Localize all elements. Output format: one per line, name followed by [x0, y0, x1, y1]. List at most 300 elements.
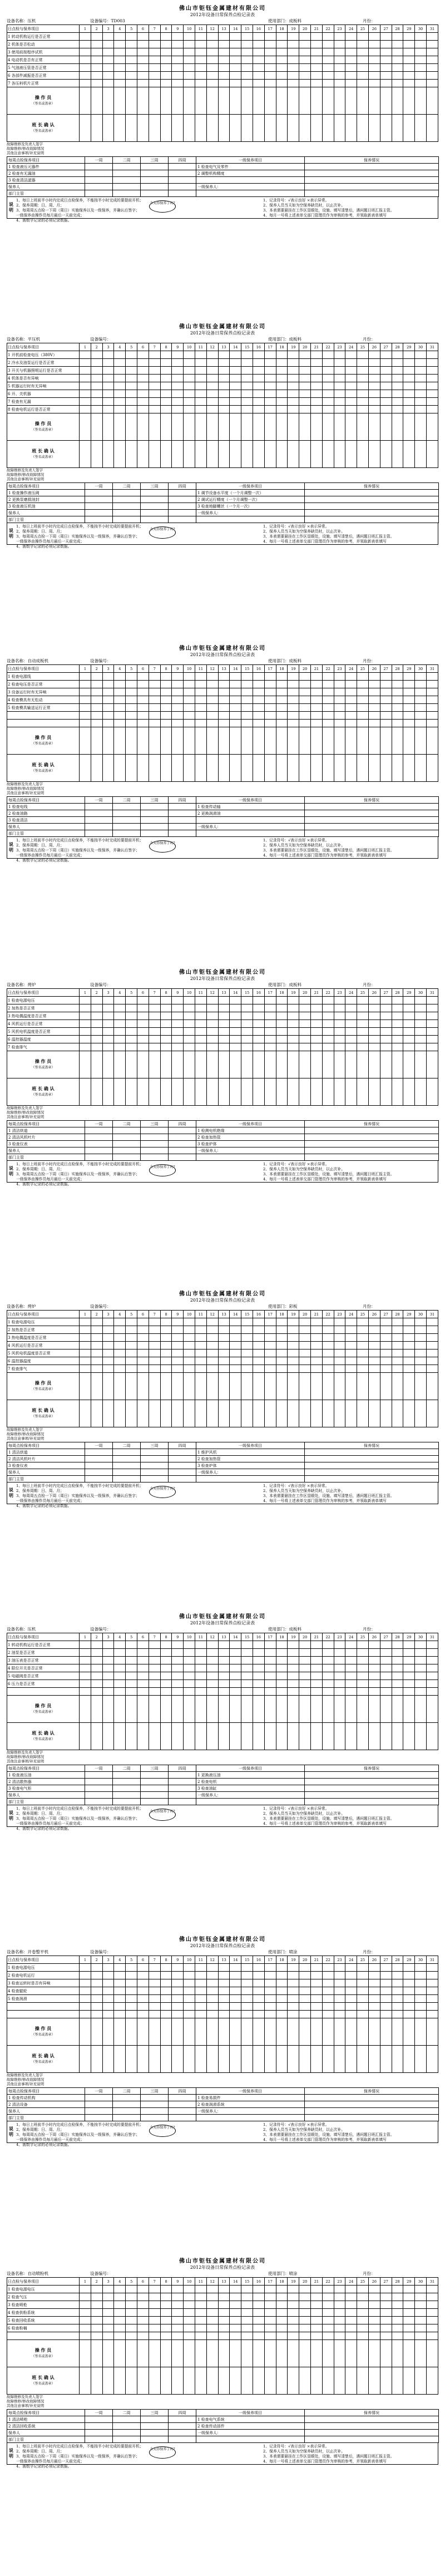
operator-signature-cell[interactable]	[160, 1696, 172, 1723]
weekly-check-cell[interactable]	[169, 2416, 196, 2423]
check-cell[interactable]	[276, 1972, 288, 1979]
leader-signature-cell[interactable]	[80, 2046, 91, 2073]
weekly-check-cell[interactable]	[85, 1462, 113, 1469]
check-cell[interactable]	[160, 997, 172, 1004]
check-cell[interactable]	[345, 997, 357, 1004]
check-cell[interactable]	[426, 2309, 438, 2317]
check-cell[interactable]	[137, 359, 149, 367]
check-cell[interactable]	[288, 2011, 299, 2018]
leader-signature-cell[interactable]	[264, 1400, 276, 1427]
check-cell[interactable]	[126, 48, 137, 56]
check-cell[interactable]	[310, 688, 322, 696]
check-cell[interactable]	[126, 1028, 137, 1036]
check-cell[interactable]	[126, 2011, 137, 2018]
check-cell[interactable]	[264, 1020, 276, 1028]
check-cell[interactable]	[322, 1664, 334, 1672]
leader-signature-cell[interactable]	[184, 2367, 195, 2395]
check-cell[interactable]	[114, 390, 126, 398]
check-cell[interactable]	[137, 1012, 149, 1020]
check-cell[interactable]	[172, 64, 184, 72]
check-cell[interactable]	[357, 1004, 369, 1012]
check-cell[interactable]	[172, 2324, 184, 2332]
check-cell[interactable]	[357, 1672, 369, 1680]
check-cell[interactable]	[172, 1672, 184, 1680]
check-cell[interactable]	[149, 64, 160, 72]
check-cell[interactable]	[426, 2293, 438, 2301]
weekly-check-cell[interactable]	[85, 170, 113, 177]
check-cell[interactable]	[426, 1972, 438, 1979]
check-cell[interactable]	[137, 688, 149, 696]
check-cell[interactable]	[403, 33, 415, 41]
check-cell[interactable]	[218, 390, 230, 398]
leader-signature-cell[interactable]	[149, 1078, 160, 1106]
check-cell[interactable]	[345, 1349, 357, 1357]
check-cell[interactable]	[241, 688, 253, 696]
check-cell[interactable]	[345, 1012, 357, 1020]
dept-leader-cell[interactable]	[169, 830, 196, 837]
check-cell[interactable]	[357, 1036, 369, 1043]
check-cell[interactable]	[253, 72, 265, 80]
check-cell[interactable]	[241, 382, 253, 390]
check-cell[interactable]	[206, 1349, 218, 1357]
operator-signature-cell[interactable]	[264, 2340, 276, 2367]
check-cell[interactable]	[426, 1979, 438, 1987]
check-cell[interactable]	[310, 1688, 322, 1696]
check-cell[interactable]	[218, 2332, 230, 2340]
monthly-owner-cell[interactable]	[305, 510, 439, 516]
check-cell[interactable]	[403, 1004, 415, 1012]
check-cell[interactable]	[426, 2011, 438, 2018]
check-cell[interactable]	[345, 359, 357, 367]
check-cell[interactable]	[241, 390, 253, 398]
check-cell[interactable]	[345, 1979, 357, 1987]
check-cell[interactable]	[218, 2324, 230, 2332]
check-cell[interactable]	[299, 64, 311, 72]
check-cell[interactable]	[230, 1995, 241, 2003]
check-cell[interactable]	[357, 351, 369, 359]
check-cell[interactable]	[80, 2011, 91, 2018]
leader-signature-cell[interactable]	[126, 2046, 137, 2073]
check-cell[interactable]	[218, 1028, 230, 1036]
check-cell[interactable]	[137, 1680, 149, 1688]
check-cell[interactable]	[276, 2293, 288, 2301]
weekly-owner-cell[interactable]	[113, 510, 141, 516]
operator-signature-cell[interactable]	[415, 727, 427, 755]
check-cell[interactable]	[276, 720, 288, 727]
check-cell[interactable]	[288, 1987, 299, 1995]
check-cell[interactable]	[149, 41, 160, 48]
check-cell[interactable]	[184, 72, 195, 80]
check-cell[interactable]	[380, 2332, 392, 2340]
check-cell[interactable]	[80, 1664, 91, 1672]
check-cell[interactable]	[334, 681, 345, 688]
check-cell[interactable]	[310, 2011, 322, 2018]
check-cell[interactable]	[426, 382, 438, 390]
check-cell[interactable]	[160, 712, 172, 720]
check-cell[interactable]	[91, 712, 102, 720]
check-cell[interactable]	[80, 1680, 91, 1688]
check-cell[interactable]	[276, 1964, 288, 1972]
check-cell[interactable]	[102, 2293, 114, 2301]
check-cell[interactable]	[322, 1964, 334, 1972]
check-cell[interactable]	[253, 80, 265, 87]
check-cell[interactable]	[334, 1357, 345, 1365]
check-cell[interactable]	[380, 367, 392, 375]
weekly-owner-cell[interactable]	[169, 1147, 196, 1154]
check-cell[interactable]	[322, 48, 334, 56]
check-cell[interactable]	[299, 696, 311, 704]
check-cell[interactable]	[299, 351, 311, 359]
check-cell[interactable]	[149, 1664, 160, 1672]
check-cell[interactable]	[91, 681, 102, 688]
check-cell[interactable]	[195, 1972, 207, 1979]
check-cell[interactable]	[91, 1365, 102, 1373]
check-cell[interactable]	[357, 1326, 369, 1334]
leader-signature-cell[interactable]	[102, 1723, 114, 1750]
operator-signature-cell[interactable]	[357, 413, 369, 441]
check-cell[interactable]	[195, 2317, 207, 2324]
check-cell[interactable]	[102, 359, 114, 367]
check-cell[interactable]	[80, 1028, 91, 1036]
check-cell[interactable]	[126, 704, 137, 712]
operator-signature-cell[interactable]	[230, 1051, 241, 1078]
check-cell[interactable]	[288, 1649, 299, 1657]
check-cell[interactable]	[392, 2324, 403, 2332]
check-cell[interactable]	[276, 1020, 288, 1028]
check-cell[interactable]	[264, 2293, 276, 2301]
leader-signature-cell[interactable]	[241, 755, 253, 782]
check-cell[interactable]	[114, 688, 126, 696]
check-cell[interactable]	[114, 1979, 126, 1987]
check-cell[interactable]	[264, 1641, 276, 1649]
check-cell[interactable]	[368, 1020, 380, 1028]
operator-signature-cell[interactable]	[160, 2340, 172, 2367]
check-cell[interactable]	[149, 390, 160, 398]
leader-signature-cell[interactable]	[392, 2046, 403, 2073]
check-cell[interactable]	[288, 1672, 299, 1680]
check-cell[interactable]	[230, 2003, 241, 2011]
check-cell[interactable]	[334, 1004, 345, 1012]
check-cell[interactable]	[415, 56, 427, 64]
check-cell[interactable]	[288, 80, 299, 87]
check-cell[interactable]	[368, 688, 380, 696]
check-cell[interactable]	[206, 2293, 218, 2301]
check-cell[interactable]	[264, 1326, 276, 1334]
check-cell[interactable]	[114, 2309, 126, 2317]
check-cell[interactable]	[288, 1036, 299, 1043]
check-cell[interactable]	[368, 720, 380, 727]
weekly-check-cell[interactable]	[169, 1449, 196, 1456]
check-cell[interactable]	[184, 1334, 195, 1342]
check-cell[interactable]	[334, 1964, 345, 1972]
leader-signature-cell[interactable]	[126, 115, 137, 142]
check-cell[interactable]	[184, 1012, 195, 1020]
leader-signature-cell[interactable]	[80, 115, 91, 142]
check-cell[interactable]	[322, 367, 334, 375]
check-cell[interactable]	[160, 1318, 172, 1326]
leader-signature-cell[interactable]	[403, 755, 415, 782]
leader-signature-cell[interactable]	[91, 2046, 102, 2073]
check-cell[interactable]	[276, 1334, 288, 1342]
check-cell[interactable]	[230, 351, 241, 359]
check-cell[interactable]	[91, 2011, 102, 2018]
leader-signature-cell[interactable]	[426, 441, 438, 468]
check-cell[interactable]	[334, 1349, 345, 1357]
check-cell[interactable]	[126, 1657, 137, 1664]
check-cell[interactable]	[403, 390, 415, 398]
check-cell[interactable]	[126, 1987, 137, 1995]
check-cell[interactable]	[160, 1349, 172, 1357]
check-cell[interactable]	[264, 1004, 276, 1012]
weekly-check-cell[interactable]	[85, 817, 113, 824]
check-cell[interactable]	[126, 1326, 137, 1334]
operator-signature-cell[interactable]	[426, 2340, 438, 2367]
check-cell[interactable]	[172, 80, 184, 87]
operator-signature-cell[interactable]	[149, 2018, 160, 2046]
check-cell[interactable]	[403, 997, 415, 1004]
check-cell[interactable]	[264, 1012, 276, 1020]
check-cell[interactable]	[253, 1028, 265, 1036]
check-cell[interactable]	[172, 2003, 184, 2011]
operator-signature-cell[interactable]	[114, 1373, 126, 1400]
dept-leader-cell[interactable]	[113, 2115, 141, 2121]
check-cell[interactable]	[276, 997, 288, 1004]
check-cell[interactable]	[218, 712, 230, 720]
check-cell[interactable]	[102, 48, 114, 56]
check-cell[interactable]	[415, 1664, 427, 1672]
check-cell[interactable]	[102, 1349, 114, 1357]
check-cell[interactable]	[206, 2003, 218, 2011]
check-cell[interactable]	[392, 2011, 403, 2018]
check-cell[interactable]	[230, 2301, 241, 2309]
check-cell[interactable]	[172, 1004, 184, 1012]
leader-signature-cell[interactable]	[253, 2046, 265, 2073]
check-cell[interactable]	[426, 673, 438, 681]
check-cell[interactable]	[264, 997, 276, 1004]
check-cell[interactable]	[218, 704, 230, 712]
check-cell[interactable]	[415, 1004, 427, 1012]
operator-signature-cell[interactable]	[126, 1051, 137, 1078]
check-cell[interactable]	[322, 673, 334, 681]
check-cell[interactable]	[172, 696, 184, 704]
check-cell[interactable]	[392, 1987, 403, 1995]
check-cell[interactable]	[253, 1036, 265, 1043]
operator-signature-cell[interactable]	[357, 727, 369, 755]
check-cell[interactable]	[426, 2332, 438, 2340]
check-cell[interactable]	[206, 2332, 218, 2340]
check-cell[interactable]	[102, 351, 114, 359]
check-cell[interactable]	[241, 1657, 253, 1664]
check-cell[interactable]	[172, 1680, 184, 1688]
weekly-check-cell[interactable]	[169, 1785, 196, 1792]
check-cell[interactable]	[160, 1641, 172, 1649]
check-cell[interactable]	[184, 712, 195, 720]
check-cell[interactable]	[184, 1004, 195, 1012]
check-cell[interactable]	[253, 2317, 265, 2324]
check-cell[interactable]	[334, 1987, 345, 1995]
check-cell[interactable]	[241, 1987, 253, 1995]
leader-signature-cell[interactable]	[241, 441, 253, 468]
leader-signature-cell[interactable]	[206, 1078, 218, 1106]
check-cell[interactable]	[172, 367, 184, 375]
check-cell[interactable]	[253, 704, 265, 712]
check-cell[interactable]	[80, 2309, 91, 2317]
check-cell[interactable]	[241, 1342, 253, 1349]
check-cell[interactable]	[426, 1318, 438, 1326]
weekly-check-cell[interactable]	[169, 1134, 196, 1141]
leader-signature-cell[interactable]	[195, 441, 207, 468]
check-cell[interactable]	[137, 367, 149, 375]
check-cell[interactable]	[172, 56, 184, 64]
leader-signature-cell[interactable]	[102, 2367, 114, 2395]
leader-signature-cell[interactable]	[310, 2046, 322, 2073]
weekly-check-cell[interactable]	[113, 1141, 141, 1147]
operator-signature-cell[interactable]	[357, 2018, 369, 2046]
check-cell[interactable]	[415, 398, 427, 406]
check-cell[interactable]	[149, 1995, 160, 2003]
check-cell[interactable]	[392, 696, 403, 704]
leader-signature-cell[interactable]	[403, 115, 415, 142]
check-cell[interactable]	[253, 1357, 265, 1365]
operator-signature-cell[interactable]	[345, 2340, 357, 2367]
check-cell[interactable]	[241, 997, 253, 1004]
check-cell[interactable]	[368, 696, 380, 704]
check-cell[interactable]	[218, 681, 230, 688]
check-cell[interactable]	[345, 704, 357, 712]
check-cell[interactable]	[218, 1342, 230, 1349]
check-cell[interactable]	[253, 1680, 265, 1688]
operator-signature-cell[interactable]	[184, 2018, 195, 2046]
leader-signature-cell[interactable]	[426, 2046, 438, 2073]
check-cell[interactable]	[137, 1672, 149, 1680]
dept-leader-cell[interactable]	[141, 1476, 169, 1482]
check-cell[interactable]	[380, 720, 392, 727]
check-cell[interactable]	[357, 33, 369, 41]
check-cell[interactable]	[91, 696, 102, 704]
check-cell[interactable]	[126, 398, 137, 406]
check-cell[interactable]	[149, 1028, 160, 1036]
check-cell[interactable]	[276, 681, 288, 688]
check-cell[interactable]	[184, 2332, 195, 2340]
operator-signature-cell[interactable]	[288, 2018, 299, 2046]
check-cell[interactable]	[357, 1972, 369, 1979]
operator-signature-cell[interactable]	[392, 2340, 403, 2367]
check-cell[interactable]	[114, 1657, 126, 1664]
leader-signature-cell[interactable]	[184, 115, 195, 142]
check-cell[interactable]	[415, 696, 427, 704]
check-cell[interactable]	[368, 2011, 380, 2018]
check-cell[interactable]	[345, 688, 357, 696]
check-cell[interactable]	[310, 1020, 322, 1028]
operator-signature-cell[interactable]	[184, 2340, 195, 2367]
check-cell[interactable]	[91, 1036, 102, 1043]
check-cell[interactable]	[392, 1334, 403, 1342]
check-cell[interactable]	[345, 1649, 357, 1657]
check-cell[interactable]	[345, 375, 357, 382]
operator-signature-cell[interactable]	[241, 2340, 253, 2367]
weekly-check-cell[interactable]	[85, 810, 113, 817]
check-cell[interactable]	[392, 33, 403, 41]
check-cell[interactable]	[230, 390, 241, 398]
check-cell[interactable]	[334, 406, 345, 413]
dept-leader-cell[interactable]	[85, 830, 113, 837]
check-cell[interactable]	[403, 1318, 415, 1326]
check-cell[interactable]	[415, 1326, 427, 1334]
leader-signature-cell[interactable]	[403, 1723, 415, 1750]
monthly-owner-cell[interactable]	[305, 2108, 439, 2115]
operator-signature-cell[interactable]	[137, 2340, 149, 2367]
check-cell[interactable]	[137, 673, 149, 681]
leader-signature-cell[interactable]	[160, 1078, 172, 1106]
leader-signature-cell[interactable]	[184, 441, 195, 468]
check-cell[interactable]	[114, 351, 126, 359]
check-cell[interactable]	[426, 351, 438, 359]
check-cell[interactable]	[345, 1641, 357, 1649]
check-cell[interactable]	[415, 48, 427, 56]
leader-signature-cell[interactable]	[149, 755, 160, 782]
check-cell[interactable]	[426, 41, 438, 48]
check-cell[interactable]	[368, 2286, 380, 2293]
check-cell[interactable]	[288, 382, 299, 390]
check-cell[interactable]	[264, 681, 276, 688]
check-cell[interactable]	[160, 2011, 172, 2018]
check-cell[interactable]	[149, 1349, 160, 1357]
operator-signature-cell[interactable]	[426, 1051, 438, 1078]
check-cell[interactable]	[230, 33, 241, 41]
check-cell[interactable]	[288, 1020, 299, 1028]
weekly-check-cell[interactable]	[141, 170, 169, 177]
leader-signature-cell[interactable]	[310, 755, 322, 782]
operator-signature-cell[interactable]	[91, 727, 102, 755]
weekly-check-cell[interactable]	[169, 164, 196, 170]
check-cell[interactable]	[195, 1349, 207, 1357]
check-cell[interactable]	[392, 688, 403, 696]
check-cell[interactable]	[137, 997, 149, 1004]
check-cell[interactable]	[102, 1036, 114, 1043]
check-cell[interactable]	[137, 1318, 149, 1326]
check-cell[interactable]	[392, 382, 403, 390]
operator-signature-cell[interactable]	[126, 727, 137, 755]
check-cell[interactable]	[253, 688, 265, 696]
check-cell[interactable]	[380, 696, 392, 704]
check-cell[interactable]	[345, 2301, 357, 2309]
check-cell[interactable]	[137, 2324, 149, 2332]
check-cell[interactable]	[102, 375, 114, 382]
check-cell[interactable]	[184, 1326, 195, 1334]
check-cell[interactable]	[160, 56, 172, 64]
check-cell[interactable]	[91, 1641, 102, 1649]
check-cell[interactable]	[322, 2293, 334, 2301]
check-cell[interactable]	[184, 1672, 195, 1680]
check-cell[interactable]	[184, 41, 195, 48]
check-cell[interactable]	[218, 2286, 230, 2293]
check-cell[interactable]	[172, 2286, 184, 2293]
check-cell[interactable]	[392, 80, 403, 87]
operator-signature-cell[interactable]	[368, 413, 380, 441]
check-cell[interactable]	[426, 2317, 438, 2324]
check-cell[interactable]	[206, 1649, 218, 1657]
check-cell[interactable]	[206, 1365, 218, 1373]
check-cell[interactable]	[299, 1641, 311, 1649]
check-cell[interactable]	[253, 41, 265, 48]
check-cell[interactable]	[253, 681, 265, 688]
check-cell[interactable]	[241, 2301, 253, 2309]
check-cell[interactable]	[322, 41, 334, 48]
check-cell[interactable]	[160, 33, 172, 41]
check-cell[interactable]	[241, 367, 253, 375]
check-cell[interactable]	[126, 2301, 137, 2309]
check-cell[interactable]	[368, 1688, 380, 1696]
